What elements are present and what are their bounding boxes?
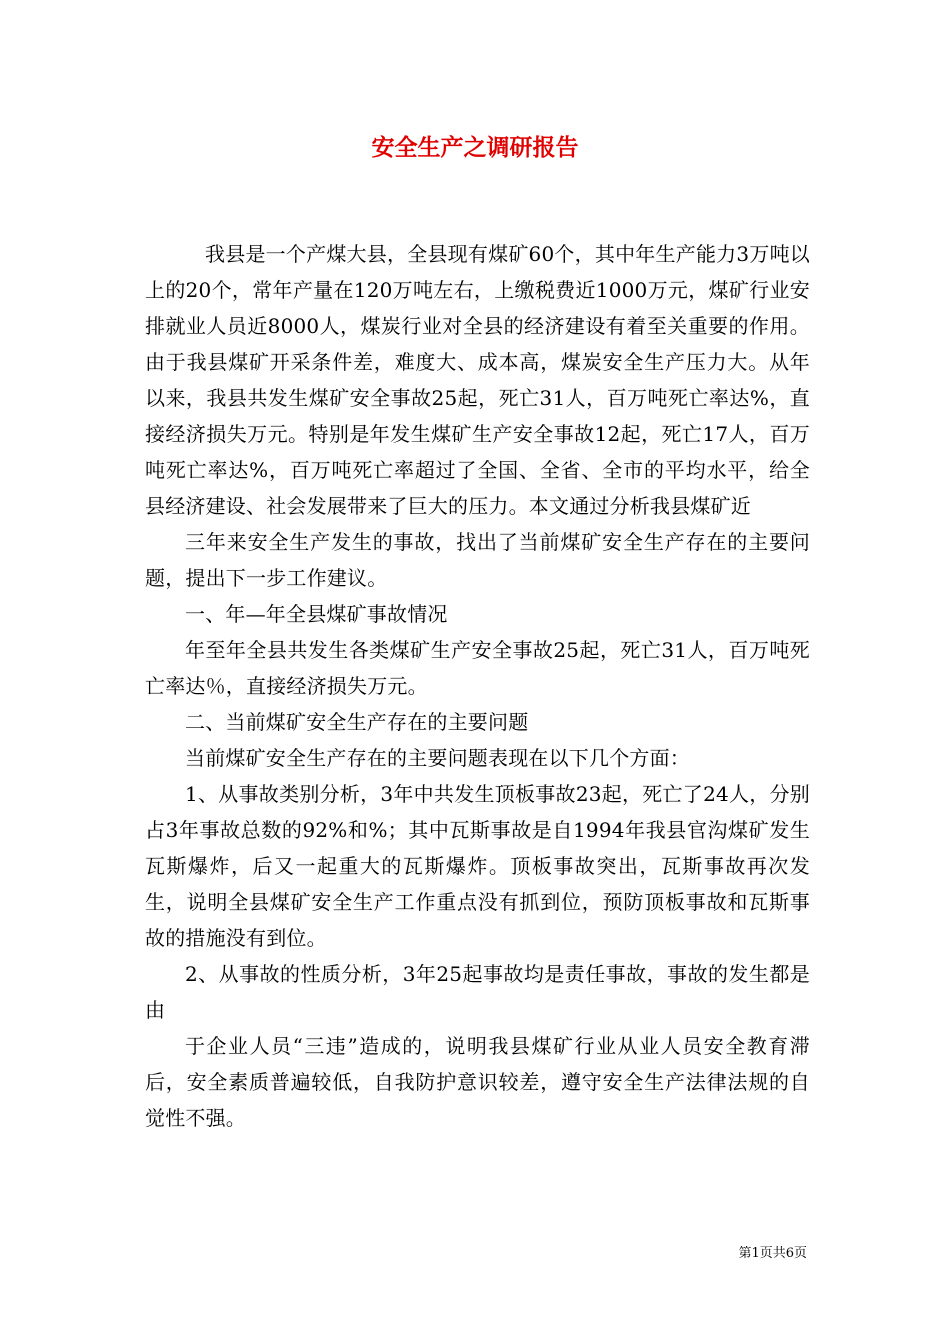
- paragraph-intro: 我县是一个产煤大县，全县现有煤矿60个，其中年生产能力3万吨以上的20个，常年产量在120万吨左右，上缴税费近1000万元，煤矿行业安排就业人员近8000人，煤炭行业对全县的经济建设有着至关重要的作用。由于我县煤矿开采条件差，难度大、成本高，煤炭安全生产压力大。从年以来，我县共发生煤矿安全事故25起，死亡31人，百万吨死亡率达%，直接经济损失万元。特别是年发生煤矿生产安全事故12起，死亡17人，百万吨死亡率达%，百万吨死亡率超过了全国、全省、全市的平均水平，给全县经济建设、社会发展带来了巨大的压力。本文通过分析我县煤矿近: [145, 242, 810, 518]
- paragraph-problem-1: 1、从事故类别分析，3年中共发生顶板事故23起，死亡了24人，分别占3年事故总数的92%和%；其中瓦斯事故是自1994年我县官沟煤矿发生瓦斯爆炸，后又一起重大的瓦斯爆炸。顶板事故突出，瓦斯事故再次发生，说明全县煤矿安全生产工作重点没有抓到位，预防顶板事故和瓦斯事故的措施没有到位。: [145, 782, 810, 950]
- section-heading-1: 一、年—年全县煤矿事故情况: [185, 602, 448, 626]
- paragraph-problem-2-continued: 于企业人员“三违”造成的，说明我县煤矿行业从业人员安全教育滞后，安全素质普遍较低，自我防护意识较差，遵守安全生产法律法规的自觉性不强。: [145, 1034, 810, 1130]
- page-number: 第1页共6页: [738, 1246, 807, 1261]
- paragraph-problem-2: 2、从事故的性质分析，3年25起事故均是责任事故，事故的发生都是由: [145, 962, 810, 1022]
- paragraph-accident-summary: 年至年全县共发生各类煤矿生产安全事故25起，死亡31人，百万吨死亡率达％，直接经济损失万元。: [145, 638, 810, 698]
- document-body: [145, 236, 810, 1136]
- section-heading-2: 二、当前煤矿安全生产存在的主要问题: [185, 710, 529, 734]
- paragraph-problems-intro: 当前煤矿安全生产存在的主要问题表现在以下几个方面：: [185, 746, 690, 770]
- paragraph-purpose: 三年来安全生产发生的事故，找出了当前煤矿安全生产存在的主要问题，提出下一步工作建议。: [145, 530, 810, 590]
- document-title: 安全生产之调研报告: [371, 134, 579, 161]
